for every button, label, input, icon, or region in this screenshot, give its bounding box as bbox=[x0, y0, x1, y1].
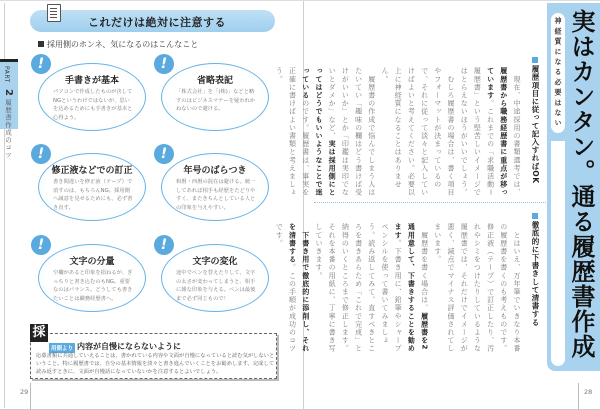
paragraph bbox=[272, 67, 378, 197]
tip-title: 文字の変化 bbox=[192, 257, 238, 267]
square-bullet-icon bbox=[38, 41, 44, 47]
body-text: とはいえ、万年筆でいきなり本番の履歴書を書くのも考えものです。修正液（テープ）で訂正したり、汚れやシミをつけたりしているような履歴書では、それだけでイメージが悪く、減点でマイナス評価されてしまいます。 bbox=[433, 223, 521, 353]
section-heading bbox=[530, 57, 541, 184]
tip-title: 年号のばらつき bbox=[183, 166, 247, 176]
emphasis-text: 実は採用側にとってはどうでもいいようなことで迷っている bbox=[301, 67, 337, 197]
section-heading-text: 採用側のホンネ、気になるのはこんなこと bbox=[47, 40, 199, 49]
part-label: PART bbox=[3, 66, 10, 83]
tip-bubble bbox=[160, 237, 269, 312]
page-subtitle: 神経質になる必要はない bbox=[554, 17, 562, 130]
section-body bbox=[275, 223, 523, 353]
emphasis-text: 下書き用で徹底的に添削し、それを清書する bbox=[288, 223, 310, 353]
page-title: 実はカンタン。通る履歴書作成 bbox=[567, 9, 595, 359]
paragraph bbox=[312, 223, 431, 353]
tip-text: 空欄があると印象を損ねるが、ぎっちりと書き込むのもNG。重要なのはバランス。どうしても書きたいことは職務経歴書へ。 bbox=[53, 270, 133, 302]
note-title: 内容が自慢にならないように bbox=[77, 342, 181, 351]
emphasis-text: 履歴書を2通用意して、下書きすることを勧めます bbox=[394, 223, 429, 353]
body-text: むしろ履歴書の場合は、書く項目やフォーマットが決まっているので、それに従って淡々と記入していけばよいと考えてください。必要以上に神経質になることはありません。 bbox=[380, 67, 455, 197]
tip-title: 省略表記 bbox=[196, 76, 233, 86]
exclamation-icon: ! bbox=[154, 144, 174, 164]
tip-title: 手書きが基本 bbox=[64, 76, 119, 86]
dotted-divider bbox=[314, 202, 546, 203]
paragraph bbox=[457, 67, 523, 197]
tip-title: 修正液などでの訂正 bbox=[51, 166, 133, 176]
body-text: 。下書き用に、鉛筆やシャープペンシルを使って書いてみましょう。読み返してみて、直すべきところを書きあらため「これで完成」と納得のいくところまで修正します。それを本番の用紙に、丁寧に書き写していきます。 bbox=[314, 223, 403, 353]
paragraph bbox=[378, 67, 457, 197]
body-text bbox=[302, 223, 310, 231]
page-number-rule bbox=[30, 383, 31, 410]
body-text: 。この手順が成功のコツです。 bbox=[275, 223, 297, 353]
tip-text: 和暦・西暦の混在は避ける。統一してあれば相手も経歴をたどりやすく、またきちんとしている人との印象を与えやすい。 bbox=[176, 179, 256, 211]
tip-bubble bbox=[160, 146, 269, 221]
tip-bubble bbox=[160, 56, 269, 131]
section-heading bbox=[530, 213, 541, 326]
body-text: 。これまでの「求職活動＝履歴書」という堅苦しいイメージではとらえないほうがいいでしょう。 bbox=[460, 67, 495, 197]
tip-text: 書き間違いを修正液（テープ）で消すのは、もちろんNG。採用側へ誠意を見せるためにも、必ず書き直す。 bbox=[53, 179, 133, 211]
tip-bubble bbox=[37, 146, 146, 221]
square-bullet-icon bbox=[532, 213, 538, 219]
page-title: これだけは絶対に注意する bbox=[88, 16, 226, 29]
page-number: 29 bbox=[20, 388, 29, 396]
part-number: 2 bbox=[3, 89, 14, 96]
tip-text: 途中でペンを替えたりして、文字の太さが変わってしまうと、相手に雑な印象を与える。ペンは最後まで必ず同じもので！ bbox=[176, 270, 256, 302]
right-page bbox=[275, 1, 600, 410]
square-bullet-icon bbox=[532, 57, 538, 63]
exclamation-icon: ! bbox=[154, 235, 174, 255]
body-text: のです。履歴書は、事実を正確に書けばよい書類と考えましょう。 bbox=[275, 67, 310, 197]
body-text: 現在、中途採用の書類選考では、 bbox=[513, 67, 521, 197]
section-heading bbox=[38, 39, 198, 50]
tip-text: パソコンで作成したものが決してNGというわけではないが、思いを込めるためにも手書きが基本と心得よう。 bbox=[53, 89, 133, 121]
note-kanji-badge: 採 bbox=[30, 324, 48, 342]
tip-bubble bbox=[37, 237, 146, 312]
exclamation-icon: ! bbox=[154, 54, 174, 74]
document-icon bbox=[47, 4, 61, 22]
note-body: 応募書類に共通していえることは、書かれている内容や文面が自慢になっていると読む気がしないということ。特に履歴書では、自分の基本情報を淡々と書き進んでいくことをお勧めします。完成して読み返すときに、文面が自慢話になっていないかを注意するとよいでしょう。 bbox=[36, 353, 275, 375]
section-heading-text: 履歴項目に従って記入すればOK bbox=[531, 65, 540, 184]
paragraph bbox=[431, 223, 523, 353]
exclamation-icon: ! bbox=[31, 235, 51, 255]
section-body bbox=[275, 67, 523, 197]
page-number-rule bbox=[578, 383, 579, 410]
paragraph bbox=[272, 223, 312, 353]
note-tag: 用側より bbox=[49, 343, 75, 353]
emphasis-text: 履歴書から職務経歴書に重点が移っています bbox=[486, 67, 508, 197]
exclamation-icon: ! bbox=[31, 144, 51, 164]
exclamation-icon: ! bbox=[31, 54, 51, 74]
tip-text: 「株式会社」を「(株)」などと略すのはビジネスマナーを疑われかねないので避ける。 bbox=[176, 89, 256, 112]
tip-title: 文字の分量 bbox=[69, 257, 115, 267]
left-page bbox=[0, 1, 303, 410]
body-text: 履歴書の作成で悩んでしまう人はたいてい「趣味の欄はどう書けば受けがいいか」とか「印鑑は実印でないとダメか」など、 bbox=[328, 67, 376, 197]
section-heading-text: 徹底的に下書きして清書する bbox=[531, 221, 540, 327]
page-number: 28 bbox=[584, 388, 593, 396]
tip-bubble bbox=[37, 56, 146, 131]
title-strip bbox=[551, 141, 565, 366]
body-text: 履歴書を書く場合は、 bbox=[420, 223, 429, 313]
chapter-label: 履歴書作成のコツ bbox=[4, 99, 12, 159]
